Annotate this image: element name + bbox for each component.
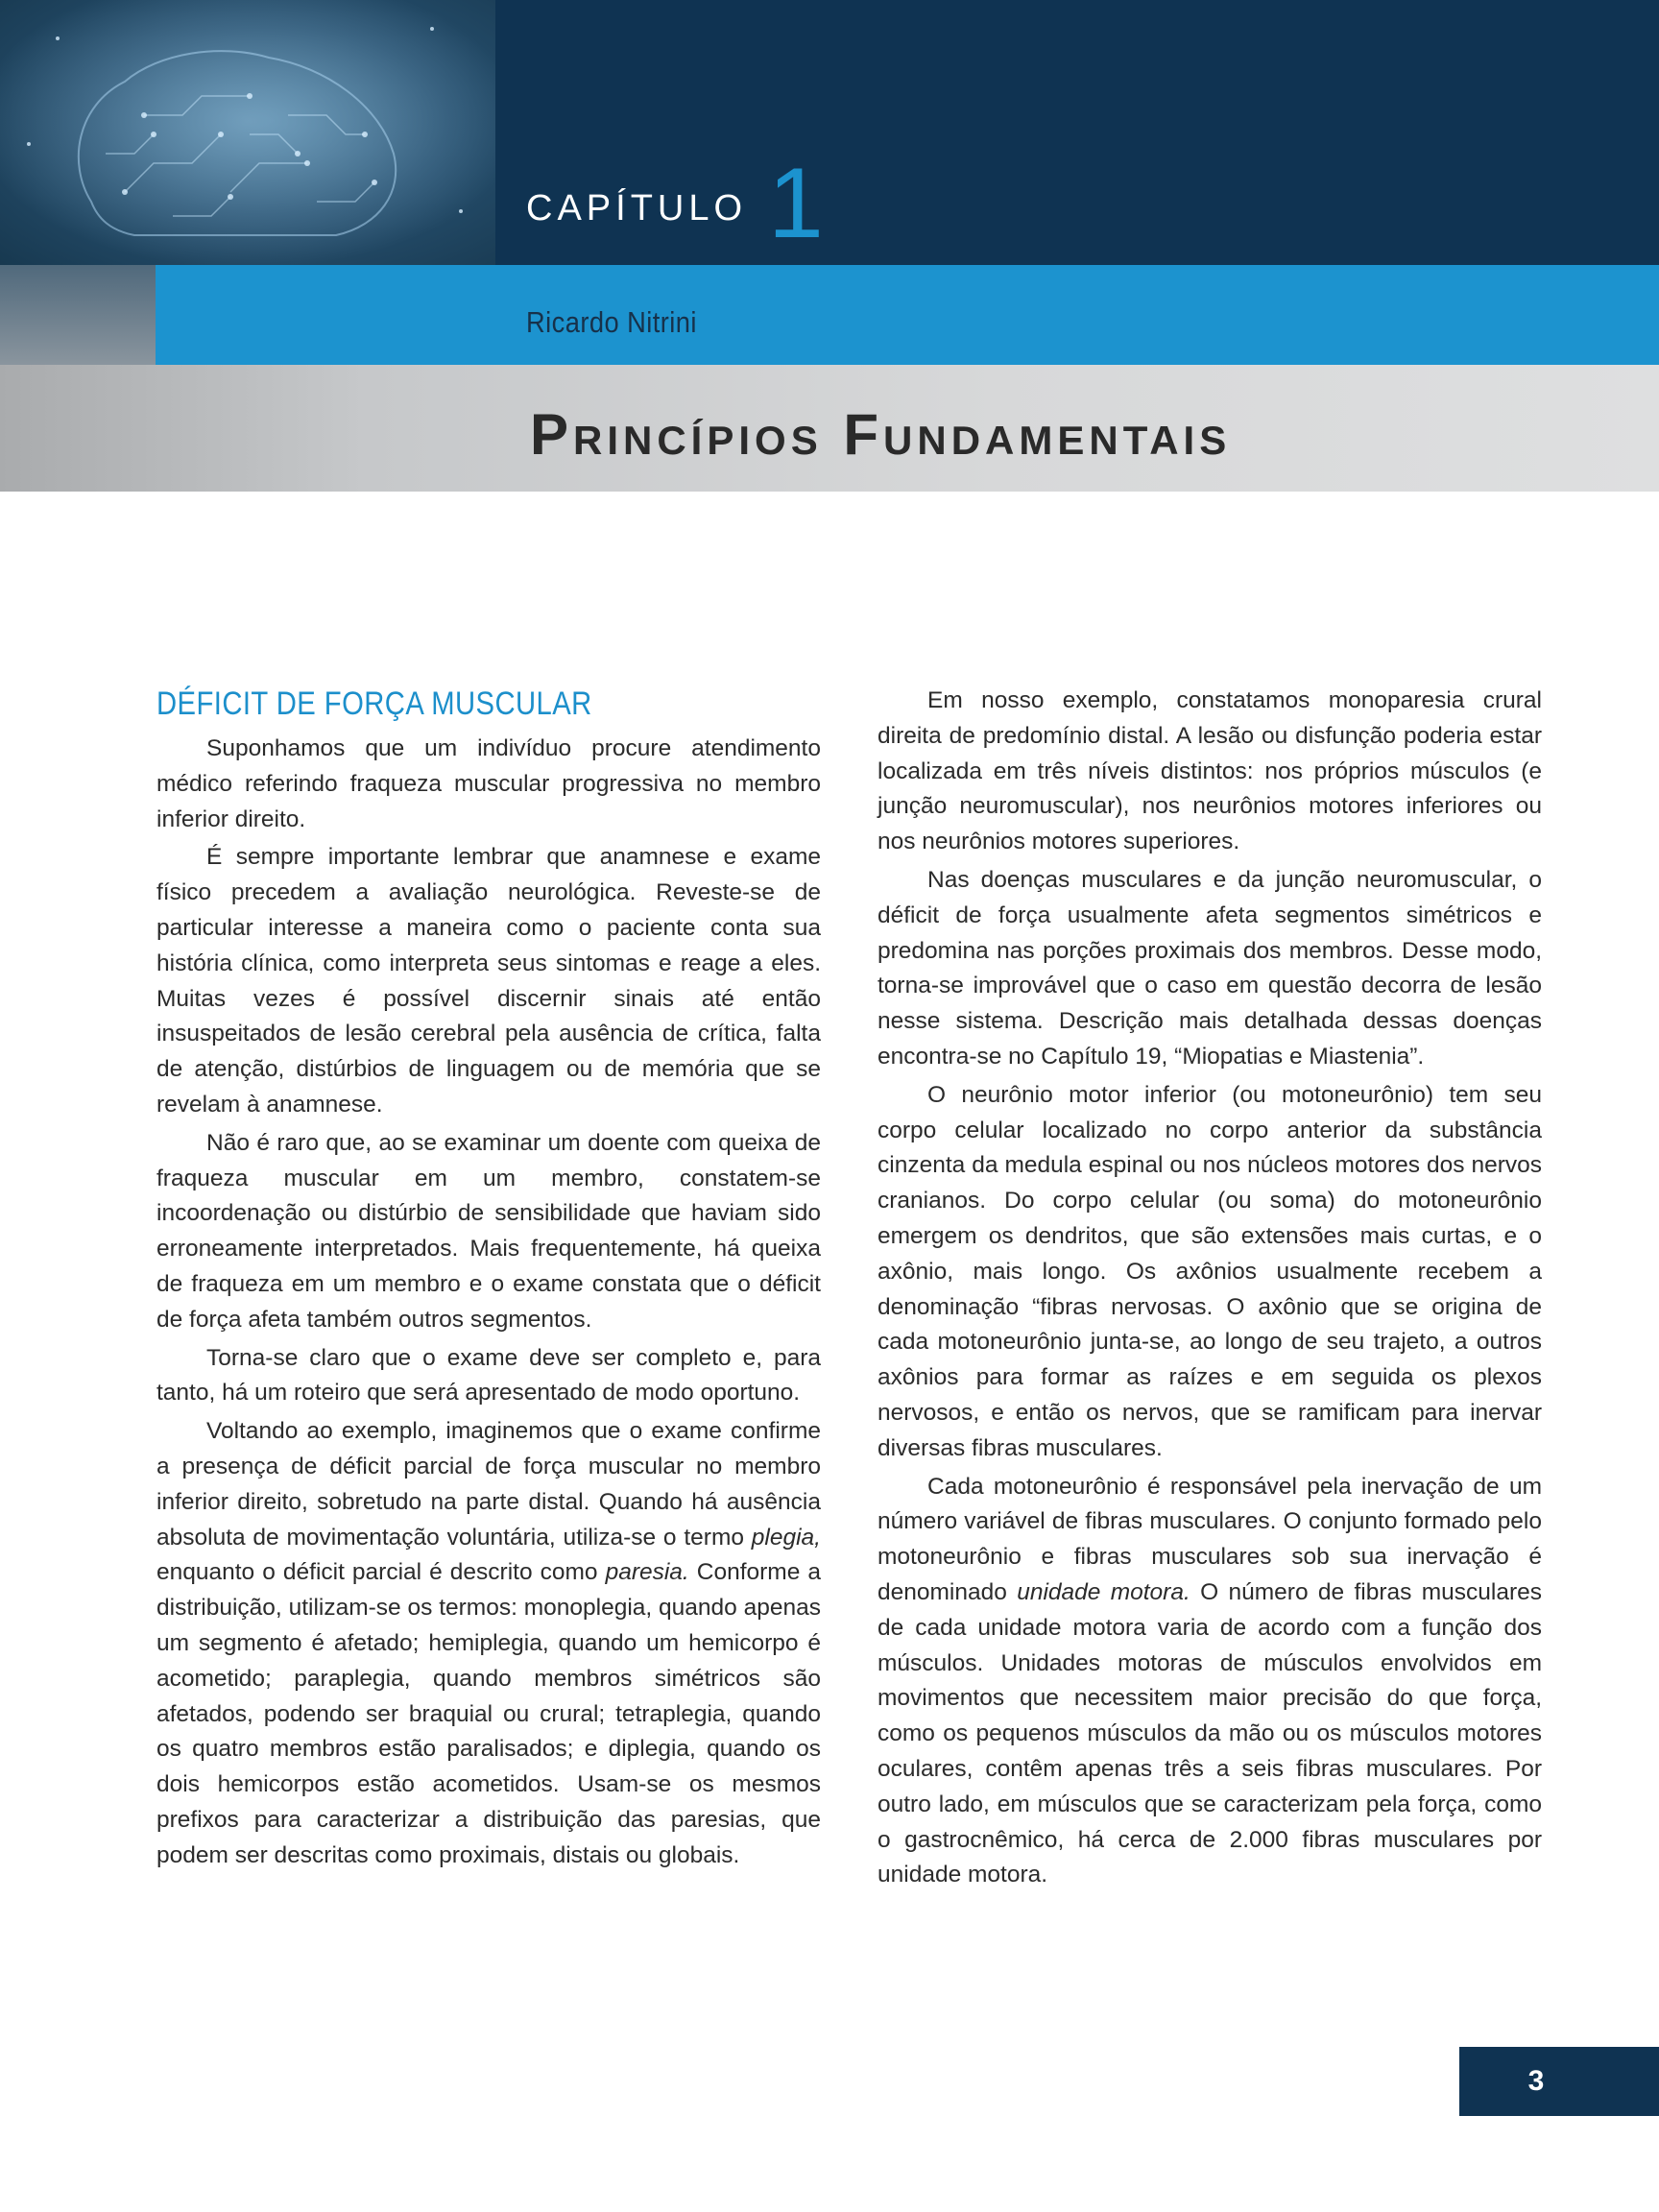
author-name: Ricardo Nitrini [526,305,697,339]
paragraph: Nas doenças musculares e da junção neuromuscular, o déficit de força usualmente afeta segmentos simétricos e predomina nas porções proximais dos membros. Desse modo, torna-se improvável que o caso em questão decorra de lesão nesse sistema. Descrição mais detalhada dessas doenças encontra-se no Capítulo 19, “Miopatias e Miastenia”. [878,866,1542,1070]
page-number: 3 [1527,2065,1545,2097]
right-column [878,684,1542,1896]
chapter-number: 1 [768,148,824,259]
italic-term: paresia. [605,1559,689,1586]
text-span: Cada motoneurônio é responsável pela inervação de um número variável de fibras musculares. O conjunto formado pelo motoneurônio e fibras musculares sob sua inervação é denominado [878,1473,1542,1605]
paragraph: É sempre importante lembrar que anamnese e exame físico precedem a avaliação neurológica. Reveste-se de particular interesse a maneira como o paciente conta sua história clínica, como interpreta seus sintomas e reage a eles. Muitas vezes é possível discernir sinais até então insuspeitados de lesão cerebral pela ausência de crítica, falta de atenção, distúrbios de linguagem ou de memória que se revelam à anamnese. [156,844,821,1118]
paragraph: Suponhamos que um indivíduo procure atendimento médico referindo fraqueza muscular progressiva no membro inferior direito. [156,735,821,832]
paragraph: Não é raro que, ao se examinar um doente com queixa de fraqueza muscular em um membro, constatem-se incoordenação ou distúrbio de sensibilidade que haviam sido erroneamente interpretados. Mais frequentemente, há queixa de fraqueza em um membro e o exame constata que o déficit de força afeta também outros segmentos. [156,1129,821,1333]
brain-circuit-icon [0,0,495,269]
brain-circuit-image [0,0,495,269]
section-heading: DÉFICIT DE FORÇA MUSCULAR [156,685,592,722]
italic-term: unidade motora. [1017,1578,1190,1605]
text-span: Conforme a distribuição, utilizam-se os termos: monoplegia, quando apenas um segmento é afetado; hemiplegia, quando um hemicorpo é acometido; paraplegia, quando membros simétricos são afetados, podendo ser braquial ou crural; tetraplegia, quando os quatro membros estão paralisados; e diplegia, quando os dois hemicorpos estão acometidos. Usam-se os mesmos prefixos para caracterizar a distribuição das paresias, que podem ser descritas como proximais, distais ou globais. [156,1559,821,1868]
italic-term: plegia, [751,1524,821,1551]
header-grey-accent [0,265,156,365]
paragraph [156,1414,821,1873]
paragraph: Em nosso exemplo, constatamos monoparesia crural direita de predomínio distal. A lesão ou disfunção poderia estar localizada em três níveis distintos: nos próprios músculos (e junção neuromuscular), nos neurônios motores inferiores ou nos neurônios motores superiores. [878,687,1542,855]
text-span: O número de fibras musculares de cada unidade motora varia de acordo com a função dos músculos. Unidades motoras de músculos envolvidos em movimentos que necessitem maior precisão do que força, como os pequenos músculos da mão ou os músculos motores oculares, contêm apenas três a seis fibras musculares. Por outro lado, em músculos que se caracterizam pela força, como o gastrocnêmico, há cerca de 2.000 fibras musculares por unidade motora. [878,1578,1542,1888]
text-span: Voltando ao exemplo, imaginemos que o exame confirme a presença de déficit parcial de força muscular no membro inferior direito, sobretudo na parte distal. Quando há ausência absoluta de movimentação voluntária, utiliza-se o termo [156,1418,821,1551]
paragraph: O neurônio motor inferior (ou motoneurônio) tem seu corpo celular localizado no corpo anterior da substância cinzenta da medula espinal ou nos núcleos motores dos nervos cranianos. Do corpo celular (ou soma) do motoneurônio emergem os dendritos, que são extensões mais curtas, e o axônio, mais longo. Os axônios usualmente recebem a denominação “fibras nervosas. O axônio que se origina de cada motoneurônio junta-se, ao longo de seu trajeto, a outros axônios para formar as raízes e em seguida os plexos nervosos, e então os nervos, que se ramificam para inervar diversas fibras musculares. [878,1081,1542,1461]
paragraph: Torna-se claro que o exame deve ser completo e, para tanto, há um roteiro que será apresentado de modo oportuno. [156,1344,821,1407]
chapter-title: Princípios Fundamentais [530,402,1232,467]
paragraph [878,1470,1542,1894]
chapter-label: CAPÍTULO [526,188,748,228]
left-column [156,680,821,1877]
author-band [156,265,1659,365]
page-number-tab [1459,2047,1659,2116]
text-span: enquanto o déficit parcial é descrito como [156,1559,606,1586]
